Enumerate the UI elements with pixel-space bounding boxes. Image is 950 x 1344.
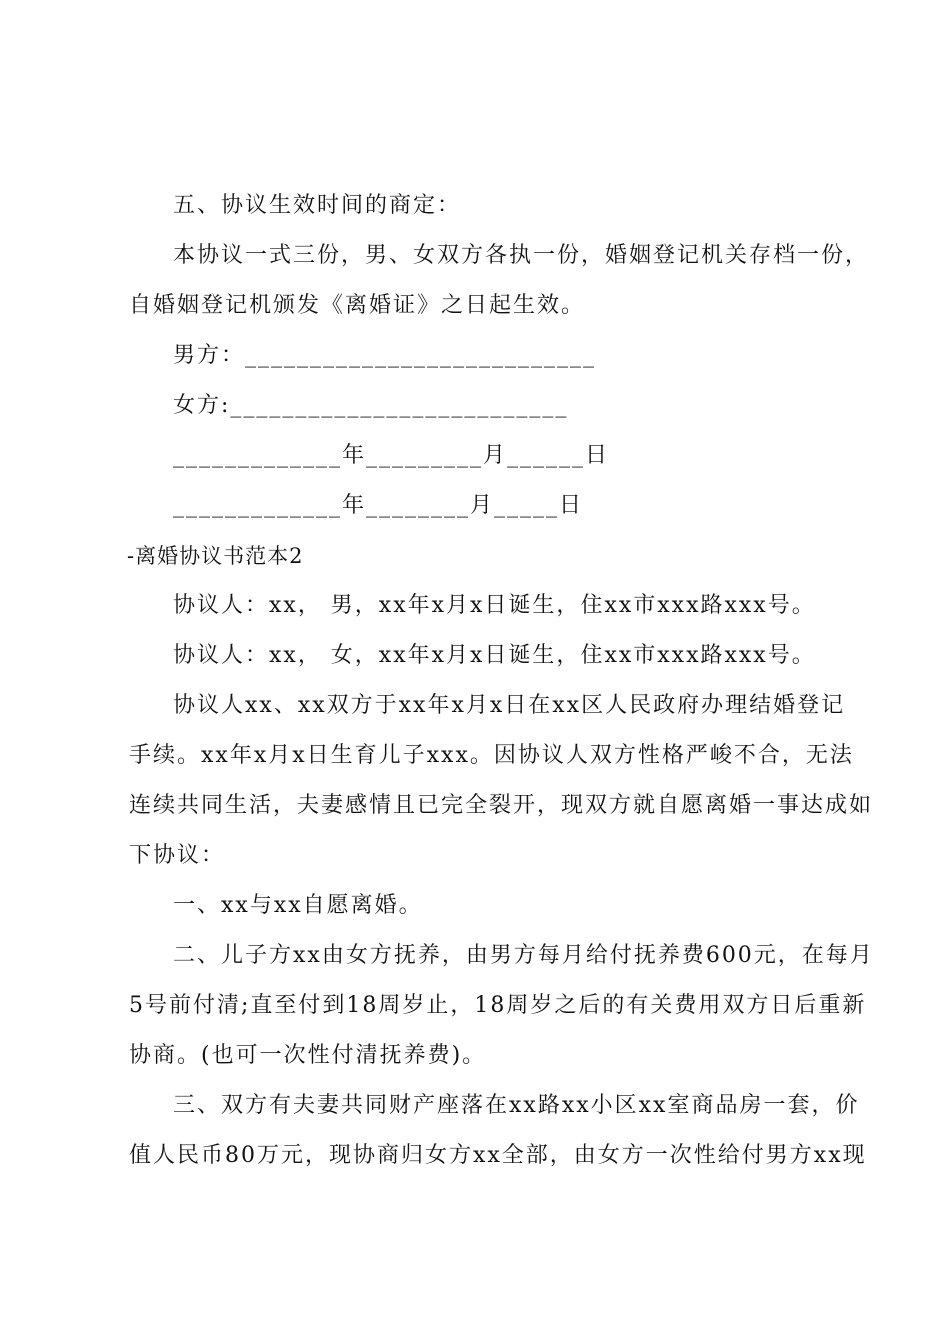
- date-line: _____________年_________月______日: [173, 443, 610, 468]
- clause-1-line: 一、xx与xx自愿离婚。: [173, 893, 423, 918]
- paragraph-line: 协商。(也可一次性付清抚养费)。: [129, 1043, 487, 1068]
- clause-3-line: 三、双方有夫妻共同财产座落在xx路xx小区xx室商品房一套，价: [173, 1093, 860, 1118]
- female-signature-line: 女方:__________________________: [173, 393, 569, 418]
- sample-title: -离婚协议书范本2: [127, 544, 304, 568]
- paragraph-line: 自婚姻登记机颁发《离婚证》之日起生效。: [129, 293, 586, 318]
- party-info-line: 协议人：xx， 男，xx年x月x日诞生，住xx市xxx路xxx号。: [173, 593, 816, 618]
- paragraph-line: 协议人xx、xx双方于xx年x月x日在xx区人民政府办理结婚登记: [173, 693, 846, 718]
- paragraph-line: 下协议：: [129, 843, 226, 868]
- male-signature-line: 男方：___________________________: [173, 343, 597, 368]
- section-5-heading: 五、协议生效时间的商定：: [173, 193, 462, 218]
- paragraph-line: 值人民币80万元，现协商归女方xx全部，由女方一次性给付男方xx现: [129, 1143, 867, 1168]
- clause-2-line: 二、儿子方xx由女方抚养，由男方每月给付抚养费600元，在每月: [173, 943, 874, 968]
- paragraph-line: 手续。xx年x月x日生育儿子xxx。因协议人双方性格严峻不合，无法: [129, 743, 854, 768]
- date-line: _____________年________月_____日: [173, 493, 584, 518]
- party-info-line: 协议人：xx， 女，xx年x月x日诞生，住xx市xxx路xxx号。: [173, 643, 816, 668]
- paragraph-line: 本协议一式三份，男、女双方各执一份，婚姻登记机关存档一份，: [173, 243, 870, 268]
- paragraph-line: 5号前付清;直至付到18周岁止，18周岁之后的有关费用双方日后重新: [129, 993, 867, 1018]
- paragraph-line: 连续共同生活，夫妻感情且已完全裂开，现双方就自愿离婚一事达成如: [129, 793, 874, 818]
